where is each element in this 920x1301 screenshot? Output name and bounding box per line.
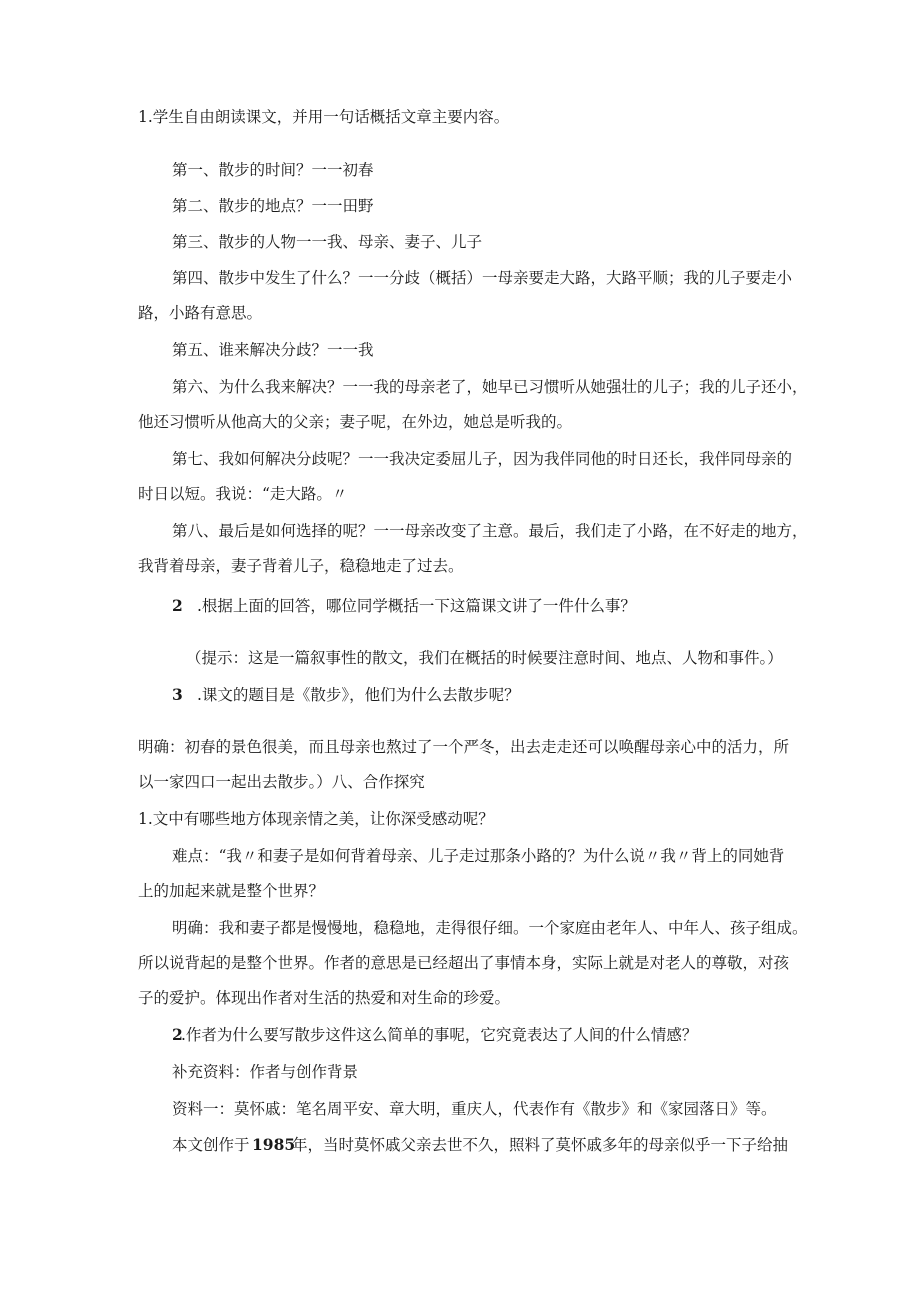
answer-line-1: 第一、散步的时间？一一初春 bbox=[172, 161, 374, 179]
background-year: 1985 bbox=[252, 1135, 296, 1154]
section-8-question-2: .作者为什么要写散步这件这么简单的事呢，它究竟表达了人间的什么情感？ bbox=[181, 1026, 698, 1044]
answer-line-4b: 路，小路有意思。 bbox=[138, 304, 263, 322]
answer-line-2: 第二、散步的地点？一一田野 bbox=[172, 197, 374, 215]
answer-line-7a: 第七、我如何解决分歧呢？一一我决定委屈儿子，因为我伴同他的时日还长，我伴同母亲的 bbox=[172, 450, 793, 468]
difficulty-line-2: 上的加起来就是整个世界？ bbox=[138, 882, 325, 900]
answer-line-5: 第五、谁来解决分歧？一一我 bbox=[172, 341, 374, 359]
answer-line-8a: 第八、最后是如何选择的呢？一一母亲改变了主意。最后，我们走了小路，在不好走的地方， bbox=[172, 522, 808, 540]
section-8-number-2: 2 bbox=[172, 1025, 183, 1044]
clarify2-line-3: 子的爱护。体现出作者对生活的热爱和对生命的珍爱。 bbox=[138, 989, 511, 1007]
difficulty-line-1: 难点：“我〃和妻子是如何背着母亲、儿子走过那条小路的？为什么说〃我〃背上的同她背 bbox=[172, 847, 785, 865]
clarify2-line-1: 明确：我和妻子都是慢慢地，稳稳地，走得很仔细。一个家庭由老年人、中年人、孩子组成。 bbox=[172, 919, 808, 937]
background-line-prefix: 本文创作于 bbox=[172, 1136, 250, 1154]
item-3-number: 3 bbox=[172, 685, 183, 704]
material-one: 资料一：莫怀戚：笔名周平安、章大明，重庆人，代表作有《散步》和《家园落日》等。 bbox=[172, 1100, 777, 1118]
answer-line-6b: 他还习惯听从他高大的父亲；妻子呢，在外边，她总是听我的。 bbox=[138, 413, 573, 431]
answer-line-7b: 时日以短。我说：“走大路。〃 bbox=[138, 485, 348, 503]
supplement-heading: 补充资料：作者与创作背景 bbox=[172, 1063, 359, 1081]
item-2-number: 2 bbox=[172, 596, 183, 615]
answer-line-6a: 第六、为什么我来解决？一一我的母亲老了，她早已习惯听从她强壮的儿子；我的儿子还小， bbox=[172, 378, 808, 396]
hint-text: （提示：这是一篇叙事性的散文，我们在概括的时候要注意时间、地点、人物和事件。） bbox=[186, 649, 783, 667]
item-2-question: .根据上面的回答，哪位同学概括一下这篇课文讲了一件什么事？ bbox=[197, 597, 636, 615]
clarify-line-2: 以一家四口一起出去散步。）八、合作探究 bbox=[138, 773, 425, 791]
clarify2-line-2: 所以说背起的是整个世界。作者的意思是已经超出了事情本身，实际上就是对老人的尊敬，对孩 bbox=[138, 954, 790, 972]
answer-line-4a: 第四、散步中发生了什么？一一分歧（概括）一母亲要走大路，大路平顺；我的儿子要走小 bbox=[172, 269, 793, 287]
answer-line-3: 第三、散步的人物一一我、母亲、妻子、儿子 bbox=[172, 233, 483, 251]
section-8-question-1: 1.文中有哪些地方体现亲情之美，让你深受感动呢？ bbox=[138, 810, 494, 828]
clarify-line-1: 明确：初春的景色很美，而且母亲也熬过了一个严冬，出去走走还可以唤醒母亲心中的活力，所 bbox=[138, 738, 790, 756]
background-line-suffix: 年，当时莫怀戚父亲去世不久，照料了莫怀戚多年的母亲似乎一下子给抽 bbox=[292, 1136, 789, 1154]
answer-line-8b: 我背着母亲，妻子背着儿子，稳稳地走了过去。 bbox=[138, 557, 464, 575]
item-3-question: .课文的题目是《散步》，他们为什么去散步呢？ bbox=[197, 686, 520, 704]
item-1-question: 1.学生自由朗读课文，并用一句话概括文章主要内容。 bbox=[138, 108, 510, 126]
